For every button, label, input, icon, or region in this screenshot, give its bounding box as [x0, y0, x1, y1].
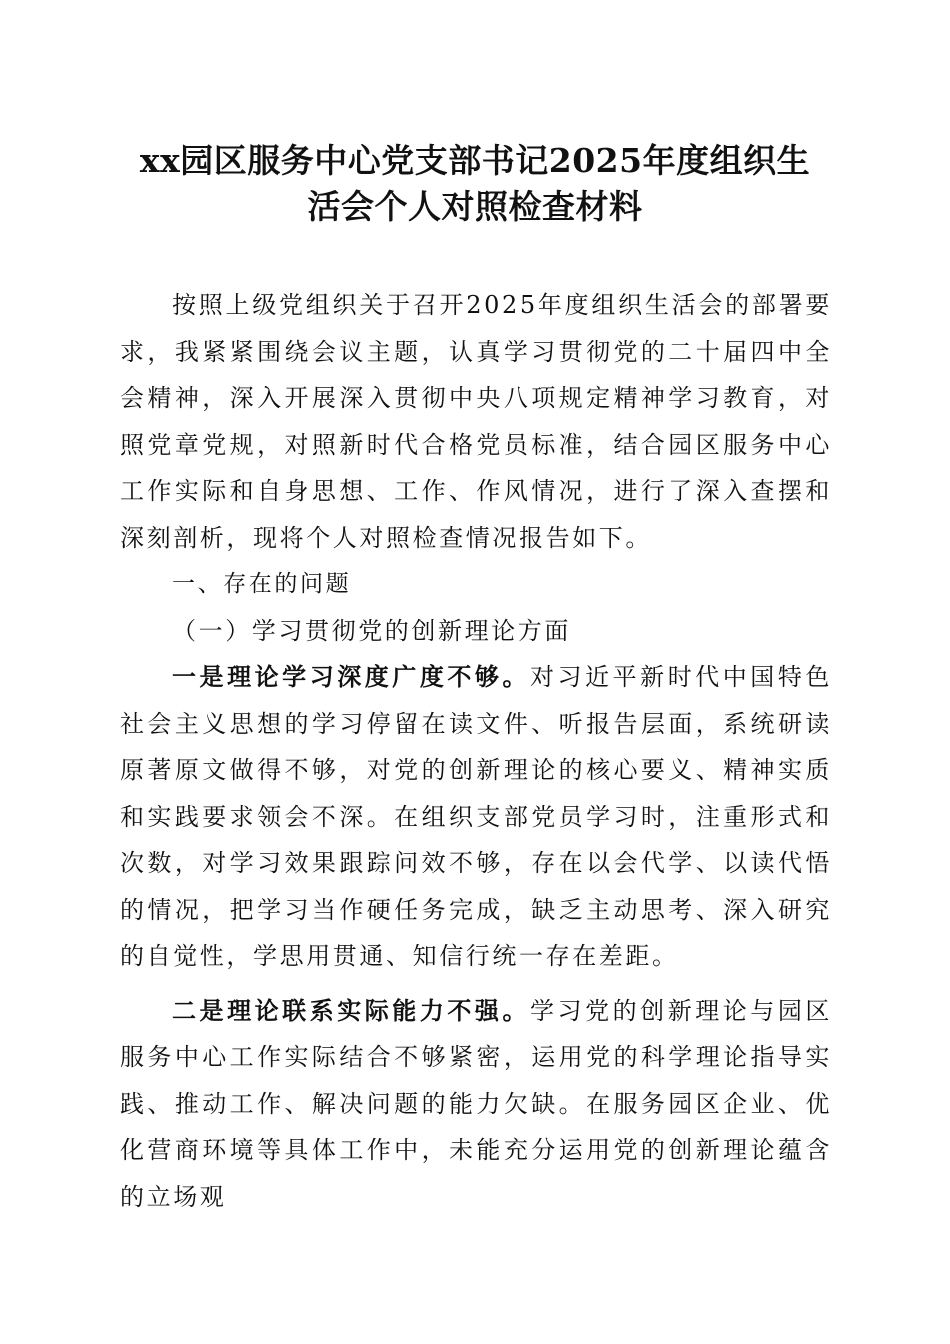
subsection-heading-theory: （一）学习贯彻党的创新理论方面	[172, 616, 571, 645]
document-body	[120, 282, 832, 1220]
paragraph-gap	[120, 980, 832, 988]
problem-item-1	[120, 654, 832, 980]
title-line-2: 活会个人对照检查材料	[307, 187, 643, 226]
problem-item-2-text: 学习党的创新理论与园区服务中心工作实际结合不够紧密，运用党的科学理论指导实践、推动工作、解决问题的能力欠缺。在服务园区企业、优化营商环境等具体工作中，未能充分运用党的创新理论蕴含的立场观	[120, 996, 832, 1211]
section-heading-problems: 一、存在的问题	[172, 571, 352, 597]
document-title	[100, 138, 850, 230]
intro-paragraph: 按照上级党组织关于召开2025年度组织生活会的部署要求，我紧紧围绕会议主题，认真学习贯彻党的二十届四中全会精神，深入开展深入贯彻中央八项规定精神学习教育，对照党章党规，对照新时代合格党员标准，结合园区服务中心工作实际和自身思想、工作、作风情况，进行了深入查摆和深刻剖析，现将个人对照检查情况报告如下。	[120, 291, 832, 552]
problem-item-1-lead: 一是理论学习深度广度不够。	[172, 662, 530, 691]
problem-item-1-text: 对习近平新时代中国特色社会主义思想的学习停留在读文件、听报告层面，系统研读原著原文做得不够，对党的创新理论的核心要义、精神实质和实践要求领会不深。在组织支部党员学习时，注重形式和次数，对学习效果跟踪问效不够，存在以会代学、以读代悟的情况，把学习当作硬任务完成，缺乏主动思考、深入研究的自觉性，学思用贯通、知信行统一存在差距。	[120, 663, 832, 970]
problem-item-2-lead: 二是理论联系实际能力不强。	[172, 995, 530, 1025]
problem-item-2	[120, 988, 832, 1221]
title-line-1: xx园区服务中心党支部书记2025年度组织生	[139, 141, 811, 180]
